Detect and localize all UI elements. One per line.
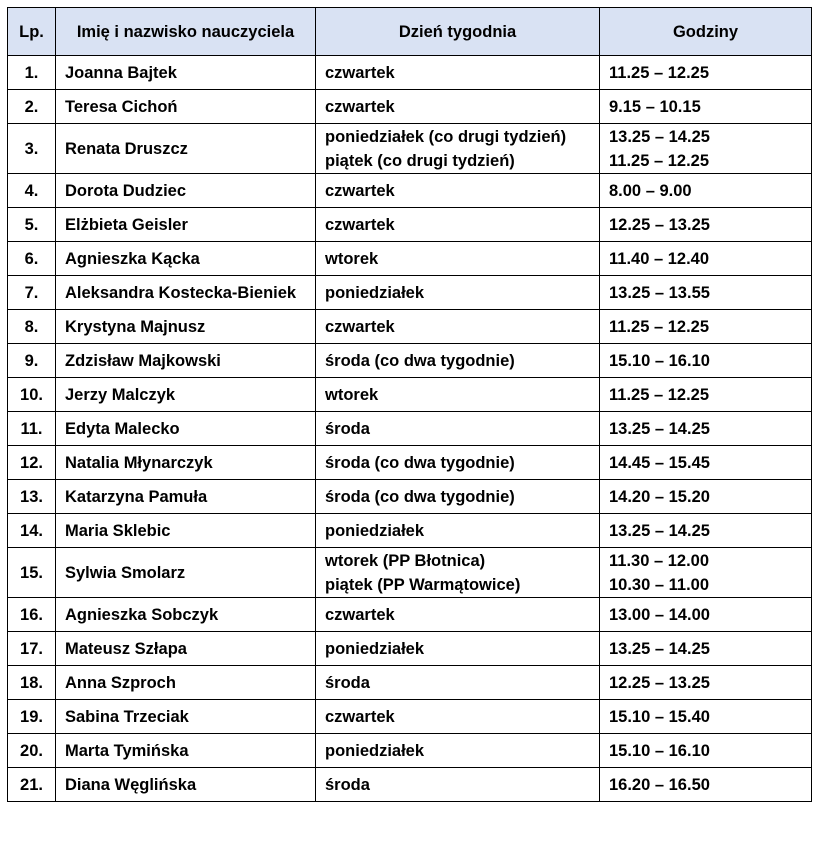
weekday-line: piątek (co drugi tydzień) bbox=[325, 151, 515, 170]
hours-line: 9.15 – 10.15 bbox=[609, 97, 701, 116]
hours-line: 11.30 – 12.00 bbox=[609, 551, 710, 570]
weekday-cell bbox=[316, 768, 600, 802]
weekday-line: środa bbox=[325, 419, 370, 438]
weekday-cell bbox=[316, 242, 600, 276]
weekday-line: poniedziałek bbox=[325, 521, 425, 540]
weekday-line: czwartek bbox=[325, 317, 395, 336]
table-row bbox=[8, 548, 812, 598]
row-number-cell: 10. bbox=[8, 378, 56, 412]
teacher-name-cell: Agnieszka Sobczyk bbox=[56, 598, 316, 632]
hours-cell bbox=[600, 378, 812, 412]
teacher-name-cell: Zdzisław Majkowski bbox=[56, 344, 316, 378]
table-row bbox=[8, 56, 812, 90]
weekday-line: środa (co dwa tygodnie) bbox=[325, 453, 515, 472]
table-row bbox=[8, 598, 812, 632]
weekday-cell bbox=[316, 666, 600, 700]
row-number-cell: 3. bbox=[8, 124, 56, 174]
hours-cell bbox=[600, 514, 812, 548]
row-number-cell: 13. bbox=[8, 480, 56, 514]
weekday-cell bbox=[316, 344, 600, 378]
teacher-name-cell: Agnieszka Kącka bbox=[56, 242, 316, 276]
table-row bbox=[8, 310, 812, 344]
hours-cell bbox=[600, 208, 812, 242]
hours-cell bbox=[600, 90, 812, 124]
weekday-line: czwartek bbox=[325, 605, 395, 624]
teacher-name-cell: Mateusz Szłapa bbox=[56, 632, 316, 666]
hours-line: 11.25 – 12.25 bbox=[609, 317, 710, 336]
table-row bbox=[8, 734, 812, 768]
weekday-cell bbox=[316, 378, 600, 412]
hours-line: 13.25 – 13.55 bbox=[609, 283, 710, 302]
teacher-name-cell: Sylwia Smolarz bbox=[56, 548, 316, 598]
hours-cell bbox=[600, 310, 812, 344]
table-row bbox=[8, 242, 812, 276]
weekday-cell bbox=[316, 124, 600, 174]
header-weekday: Dzień tygodnia bbox=[316, 8, 600, 56]
weekday-cell bbox=[316, 90, 600, 124]
teacher-name-cell: Aleksandra Kostecka-Bieniek bbox=[56, 276, 316, 310]
row-number-cell: 15. bbox=[8, 548, 56, 598]
teacher-name-cell: Krystyna Majnusz bbox=[56, 310, 316, 344]
hours-cell bbox=[600, 734, 812, 768]
row-number-cell: 20. bbox=[8, 734, 56, 768]
hours-cell bbox=[600, 412, 812, 446]
table-row bbox=[8, 666, 812, 700]
weekday-line: poniedziałek bbox=[325, 283, 425, 302]
header-hours: Godziny bbox=[600, 8, 812, 56]
hours-line: 13.25 – 14.25 bbox=[609, 127, 710, 146]
row-number-cell: 7. bbox=[8, 276, 56, 310]
teacher-name-cell: Natalia Młynarczyk bbox=[56, 446, 316, 480]
header-row bbox=[8, 8, 812, 56]
table-body bbox=[8, 56, 812, 802]
weekday-line: środa (co dwa tygodnie) bbox=[325, 487, 515, 506]
teacher-name-cell: Anna Szproch bbox=[56, 666, 316, 700]
hours-cell bbox=[600, 344, 812, 378]
table-row bbox=[8, 412, 812, 446]
hours-cell bbox=[600, 242, 812, 276]
hours-cell bbox=[600, 446, 812, 480]
weekday-line: czwartek bbox=[325, 215, 395, 234]
row-number-cell: 19. bbox=[8, 700, 56, 734]
hours-line: 10.30 – 11.00 bbox=[609, 575, 710, 594]
weekday-cell bbox=[316, 700, 600, 734]
weekday-line: czwartek bbox=[325, 181, 395, 200]
teacher-schedule-table bbox=[7, 7, 812, 802]
hours-cell bbox=[600, 598, 812, 632]
hours-line: 11.40 – 12.40 bbox=[609, 249, 710, 268]
row-number-cell: 17. bbox=[8, 632, 56, 666]
weekday-line: środa (co dwa tygodnie) bbox=[325, 351, 515, 370]
hours-cell bbox=[600, 124, 812, 174]
hours-line: 8.00 – 9.00 bbox=[609, 181, 692, 200]
teacher-name-cell: Dorota Dudziec bbox=[56, 174, 316, 208]
table-row bbox=[8, 276, 812, 310]
hours-cell bbox=[600, 56, 812, 90]
hours-line: 13.25 – 14.25 bbox=[609, 639, 710, 658]
hours-line: 11.25 – 12.25 bbox=[609, 151, 710, 170]
table-row bbox=[8, 124, 812, 174]
weekday-cell bbox=[316, 174, 600, 208]
weekday-line: czwartek bbox=[325, 97, 395, 116]
table-row bbox=[8, 344, 812, 378]
teacher-name-cell: Jerzy Malczyk bbox=[56, 378, 316, 412]
row-number-cell: 21. bbox=[8, 768, 56, 802]
hours-cell bbox=[600, 632, 812, 666]
hours-line: 15.10 – 16.10 bbox=[609, 351, 710, 370]
teacher-name-cell: Diana Węglińska bbox=[56, 768, 316, 802]
weekday-cell bbox=[316, 446, 600, 480]
row-number-cell: 8. bbox=[8, 310, 56, 344]
weekday-line: poniedziałek bbox=[325, 639, 425, 658]
weekday-line: środa bbox=[325, 673, 370, 692]
teacher-name-cell: Joanna Bajtek bbox=[56, 56, 316, 90]
header-lp: Lp. bbox=[8, 8, 56, 56]
weekday-cell bbox=[316, 276, 600, 310]
hours-line: 13.25 – 14.25 bbox=[609, 521, 710, 540]
weekday-cell bbox=[316, 412, 600, 446]
weekday-line: wtorek bbox=[325, 249, 379, 268]
row-number-cell: 12. bbox=[8, 446, 56, 480]
hours-line: 15.10 – 15.40 bbox=[609, 707, 710, 726]
table-row bbox=[8, 208, 812, 242]
row-number-cell: 5. bbox=[8, 208, 56, 242]
hours-cell bbox=[600, 548, 812, 598]
weekday-cell bbox=[316, 598, 600, 632]
header-teacher-name: Imię i nazwisko nauczyciela bbox=[56, 8, 316, 56]
hours-line: 11.25 – 12.25 bbox=[609, 63, 710, 82]
weekday-cell bbox=[316, 632, 600, 666]
row-number-cell: 11. bbox=[8, 412, 56, 446]
row-number-cell: 1. bbox=[8, 56, 56, 90]
hours-line: 12.25 – 13.25 bbox=[609, 215, 710, 234]
hours-cell bbox=[600, 666, 812, 700]
row-number-cell: 18. bbox=[8, 666, 56, 700]
table-row bbox=[8, 768, 812, 802]
weekday-cell bbox=[316, 56, 600, 90]
weekday-cell bbox=[316, 548, 600, 598]
hours-cell bbox=[600, 700, 812, 734]
hours-line: 15.10 – 16.10 bbox=[609, 741, 710, 760]
weekday-line: poniedziałek bbox=[325, 741, 425, 760]
teacher-name-cell: Sabina Trzeciak bbox=[56, 700, 316, 734]
table-row bbox=[8, 90, 812, 124]
table-row bbox=[8, 174, 812, 208]
teacher-name-cell: Katarzyna Pamuła bbox=[56, 480, 316, 514]
table-row bbox=[8, 378, 812, 412]
row-number-cell: 9. bbox=[8, 344, 56, 378]
hours-line: 13.00 – 14.00 bbox=[609, 605, 710, 624]
weekday-line: poniedziałek (co drugi tydzień) bbox=[325, 127, 567, 146]
hours-cell bbox=[600, 174, 812, 208]
teacher-name-cell: Edyta Malecko bbox=[56, 412, 316, 446]
weekday-cell bbox=[316, 208, 600, 242]
weekday-cell bbox=[316, 480, 600, 514]
row-number-cell: 4. bbox=[8, 174, 56, 208]
row-number-cell: 14. bbox=[8, 514, 56, 548]
hours-cell bbox=[600, 768, 812, 802]
row-number-cell: 16. bbox=[8, 598, 56, 632]
hours-line: 12.25 – 13.25 bbox=[609, 673, 710, 692]
teacher-name-cell: Teresa Cichoń bbox=[56, 90, 316, 124]
weekday-line: czwartek bbox=[325, 63, 395, 82]
hours-line: 14.20 – 15.20 bbox=[609, 487, 710, 506]
weekday-cell bbox=[316, 734, 600, 768]
weekday-line: wtorek (PP Błotnica) bbox=[325, 551, 486, 570]
weekday-cell bbox=[316, 310, 600, 344]
weekday-cell bbox=[316, 514, 600, 548]
table-row bbox=[8, 700, 812, 734]
hours-line: 14.45 – 15.45 bbox=[609, 453, 710, 472]
table-row bbox=[8, 446, 812, 480]
table-header bbox=[8, 8, 812, 56]
weekday-line: wtorek bbox=[325, 385, 379, 404]
row-number-cell: 2. bbox=[8, 90, 56, 124]
hours-line: 11.25 – 12.25 bbox=[609, 385, 710, 404]
table-row bbox=[8, 480, 812, 514]
table-row bbox=[8, 514, 812, 548]
hours-line: 13.25 – 14.25 bbox=[609, 419, 710, 438]
hours-line: 16.20 – 16.50 bbox=[609, 775, 710, 794]
weekday-line: czwartek bbox=[325, 707, 395, 726]
table-row bbox=[8, 632, 812, 666]
row-number-cell: 6. bbox=[8, 242, 56, 276]
teacher-name-cell: Maria Sklebic bbox=[56, 514, 316, 548]
weekday-line: piątek (PP Warmątowice) bbox=[325, 575, 521, 594]
hours-cell bbox=[600, 480, 812, 514]
teacher-name-cell: Elżbieta Geisler bbox=[56, 208, 316, 242]
weekday-line: środa bbox=[325, 775, 370, 794]
hours-cell bbox=[600, 276, 812, 310]
teacher-name-cell: Renata Druszcz bbox=[56, 124, 316, 174]
teacher-name-cell: Marta Tymińska bbox=[56, 734, 316, 768]
